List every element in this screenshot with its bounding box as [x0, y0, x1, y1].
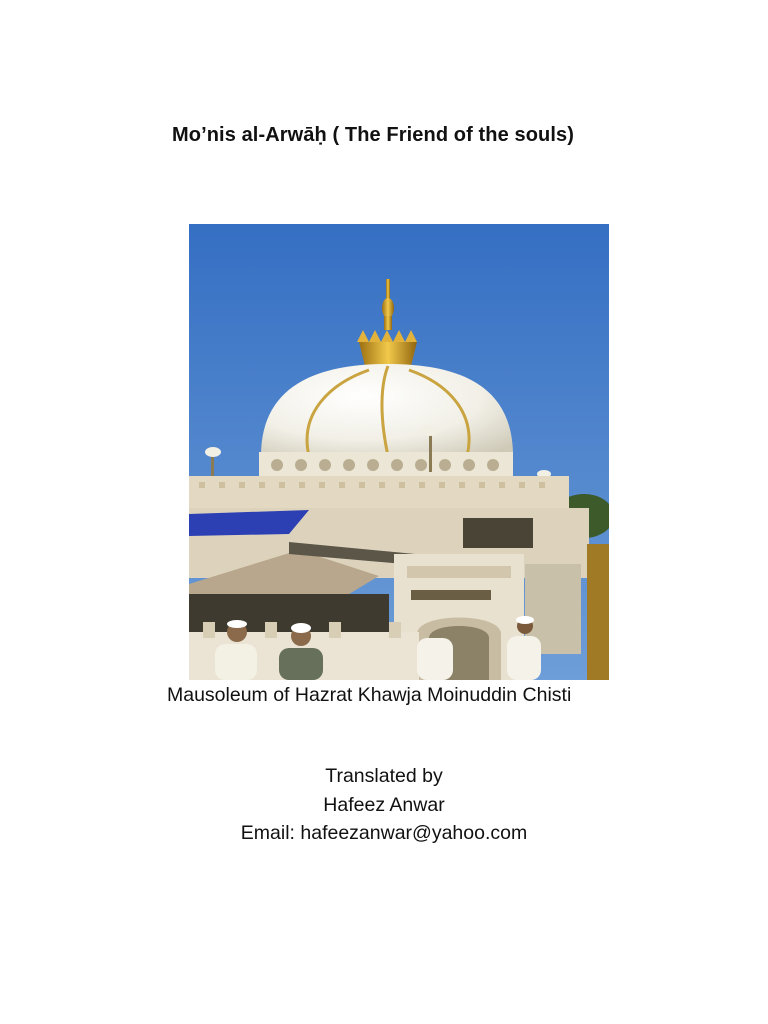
mausoleum-photo — [189, 224, 609, 680]
photo-caption: Mausoleum of Hazrat Khawja Moinuddin Chisti — [167, 684, 572, 706]
translator-name: Hafeez Anwar — [323, 793, 445, 816]
translated-by-line: Translated by — [325, 765, 443, 787]
document-title: Mo’nis al-Arwāḥ ( The Friend of the souls) — [172, 124, 574, 146]
email-line: Email: hafeezanwar@yahoo.com — [240, 822, 528, 844]
credits-block — [0, 762, 768, 848]
